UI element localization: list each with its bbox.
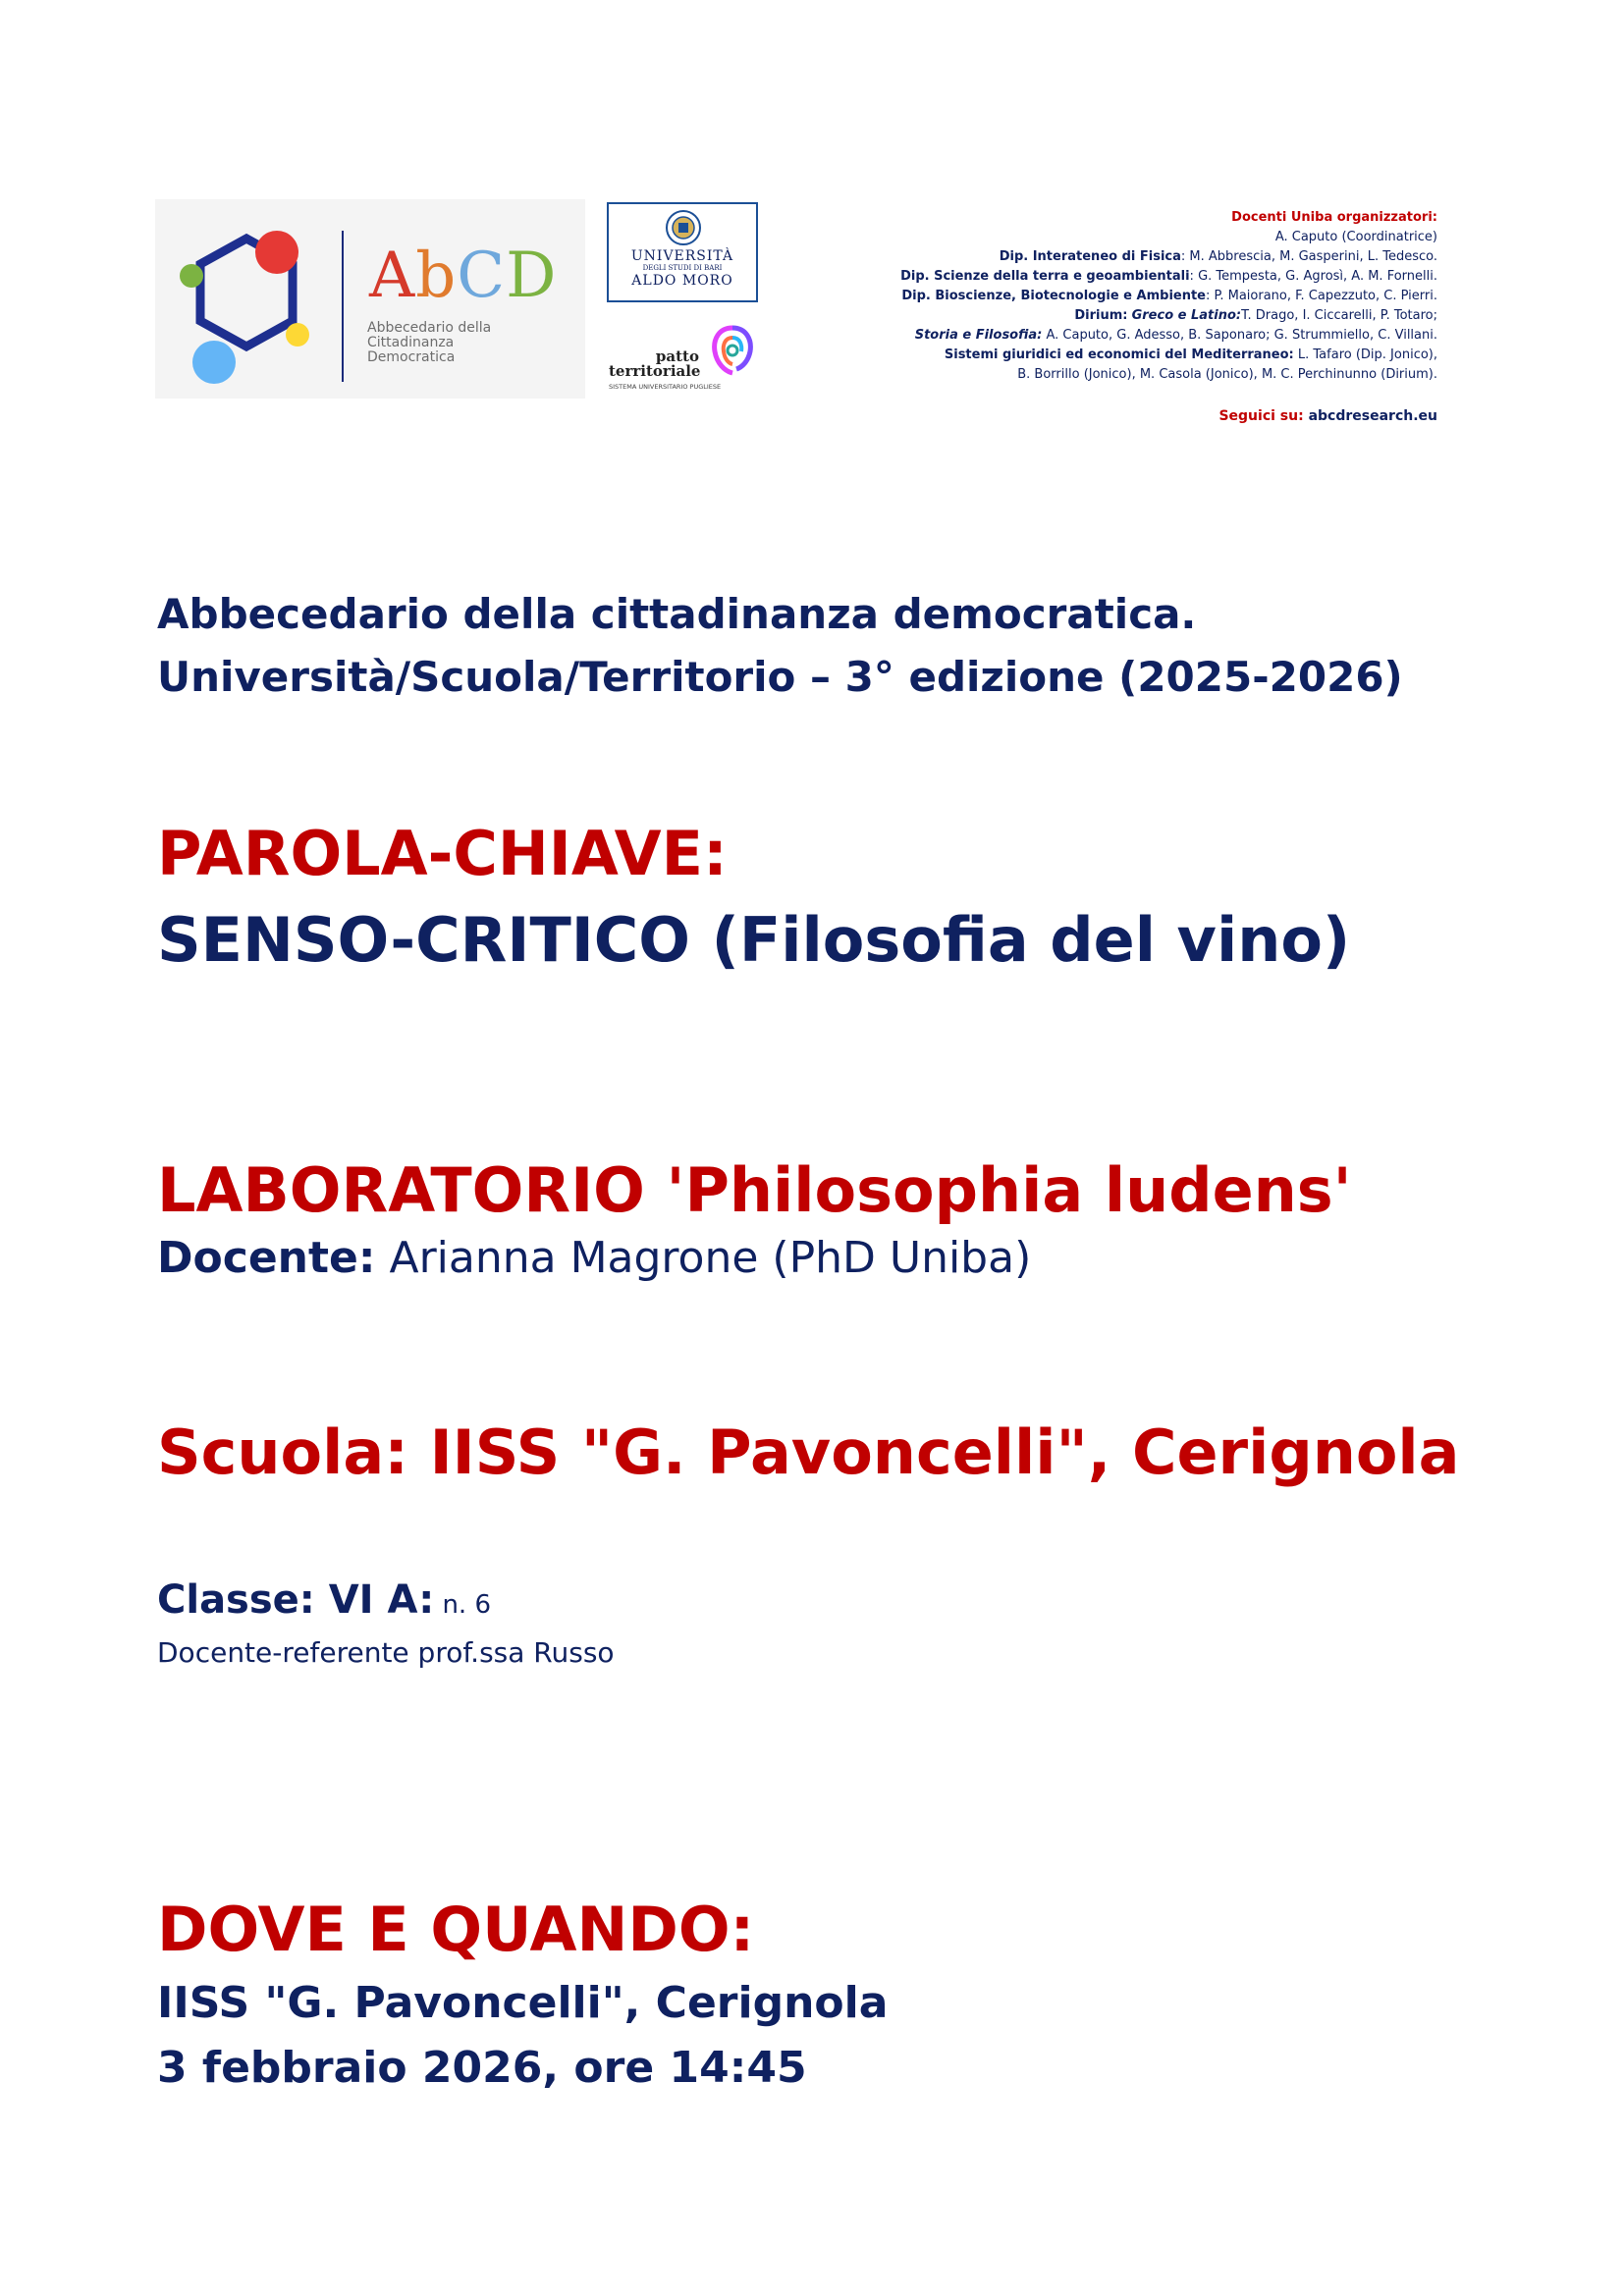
where-place: IISS "G. Pavoncelli", Cerignola — [157, 1978, 889, 2028]
organizers-block — [809, 208, 1437, 385]
series-title — [157, 583, 1403, 709]
uniba-line1: UNIVERSITÀ — [630, 248, 734, 264]
keyword-value: SENSO-CRITICO (Filosofia del vino) — [157, 904, 1351, 976]
class-label: Classe: VI A: n. 6 — [157, 1577, 492, 1623]
series-line2: Università/Scuola/Territorio – 3° edizione (2025-2026) — [157, 653, 1403, 701]
abcd-subtitle: Abbecedario della Cittadinanza Democratica — [367, 320, 492, 365]
class-referent: Docente-referente prof.ssa Russo — [157, 1636, 615, 1669]
organizers-row: B. Borrillo (Jonico), M. Casola (Jonico), M. C. Perchinunno (Dirium). — [1017, 367, 1437, 382]
organizers-row: Sistemi giuridici ed economici del Mediterraneo: L. Tafaro (Dip. Jonico), — [944, 347, 1437, 362]
fingerprint-icon — [707, 322, 758, 379]
uniba-logo — [607, 202, 758, 302]
abcd-logo — [155, 199, 585, 399]
where-when-block — [157, 1889, 888, 2101]
where-date: 3 febbraio 2026, ore 14:45 — [157, 2043, 807, 2093]
patto-territoriale-logo — [607, 320, 760, 397]
organizers-row: Dip. Scienze della terra e geoambientali: G. Tempesta, G. Agrosì, A. M. Fornelli. — [900, 269, 1437, 284]
organizers-row: Dirium: Greco e Latino:T. Drago, I. Ciccarelli, P. Totaro; — [1074, 308, 1437, 323]
organizers-title: Docenti Uniba organizzatori: — [1231, 210, 1437, 225]
uniba-line3: ALDO MORO — [631, 273, 733, 289]
school-title: Scuola: IISS "G. Pavoncelli", Cerignola — [157, 1416, 1460, 1488]
where-label: DOVE E QUANDO: — [157, 1894, 755, 1965]
lab-teacher: Docente: Arianna Magrone (PhD Uniba) — [157, 1233, 1032, 1283]
patto-subtitle: SISTEMA UNIVERSITARIO PUGLIESE — [609, 383, 722, 391]
lab-block — [157, 1152, 1352, 1288]
keyword-block — [157, 811, 1350, 984]
website-link[interactable]: abcdresearch.eu — [1308, 408, 1437, 424]
follow-us: Seguici su: abcdresearch.eu — [1218, 408, 1437, 424]
patto-line1: patto — [655, 347, 699, 365]
organizers-row: Dip. Interateneo di Fisica: M. Abbrescia, M. Gasperini, L. Tedesco. — [999, 249, 1437, 264]
lab-title: LABORATORIO 'Philosophia ludens' — [157, 1154, 1352, 1226]
series-line1: Abbecedario della cittadinanza democratica. — [157, 590, 1197, 638]
organizers-coordinator: A. Caputo (Coordinatrice) — [1274, 230, 1437, 244]
logo-divider — [342, 231, 344, 382]
organizers-row: Dip. Bioscienze, Biotecnologie e Ambiente: P. Maiorano, F. Capezzuto, C. Pierri. — [901, 289, 1437, 303]
keyword-label: PAROLA-CHIAVE: — [157, 818, 728, 889]
class-block — [157, 1573, 615, 1674]
uniba-line2: DEGLI STUDI DI BARI — [642, 264, 723, 272]
abcd-hexagon-icon — [155, 199, 342, 399]
abcd-wordmark: AbCD — [369, 240, 558, 312]
uniba-seal-icon — [665, 209, 702, 246]
patto-line2: territoriale — [609, 362, 701, 380]
organizers-row: Storia e Filosofia: A. Caputo, G. Adesso, B. Saponaro; G. Strummiello, C. Villani. — [914, 328, 1437, 343]
